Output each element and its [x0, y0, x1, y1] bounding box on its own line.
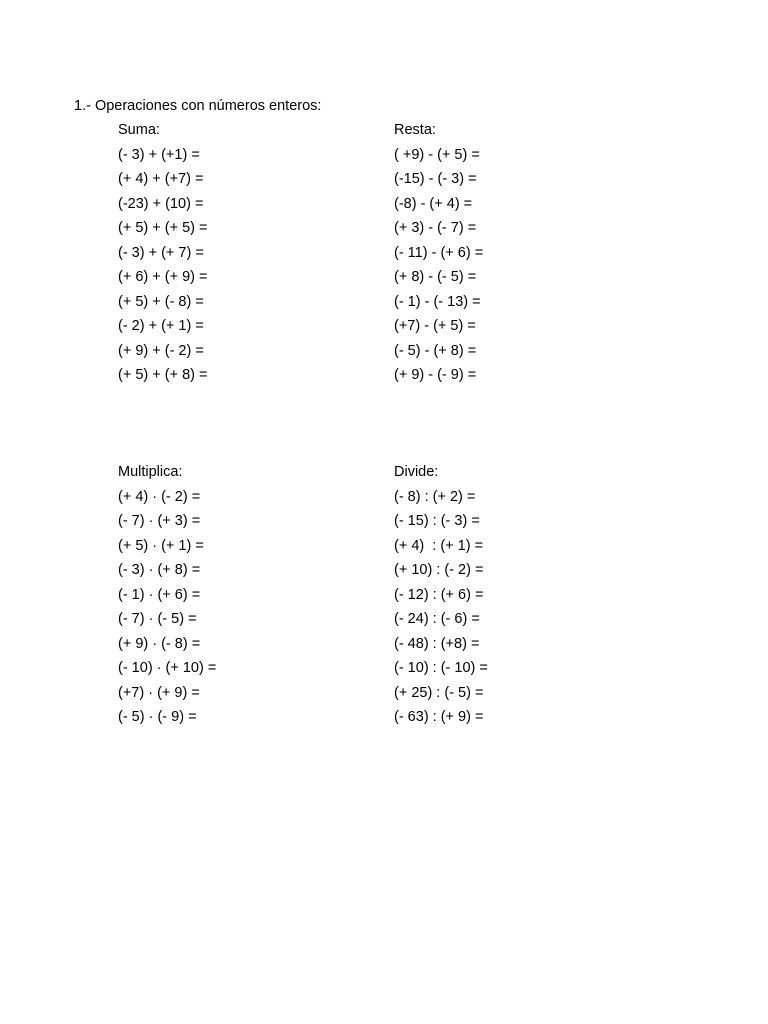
- resta-exercise: (-15) - (- 3) =: [394, 171, 477, 187]
- suma-exercise: (+ 9) + (- 2) =: [118, 342, 204, 359]
- resta-exercise: (+ 9) - (- 9) =: [394, 367, 477, 383]
- multiplica-exercise: (- 1) · (+ 6) =: [118, 586, 201, 603]
- divide-exercise: (+ 25) : (- 5) =: [394, 684, 484, 701]
- suma-title: Suma:: [118, 122, 160, 138]
- suma-exercise: (+ 5) + (+ 5) =: [118, 220, 208, 236]
- suma-exercise: (-23) + (10) =: [118, 195, 204, 212]
- suma-exercise: (- 3) + (+ 7) =: [118, 244, 204, 261]
- divide-exercise: (- 8) : (+ 2) =: [394, 488, 476, 505]
- divide-exercise: (- 48) : (+8) =: [394, 635, 480, 652]
- divide-exercise: (- 63) : (+ 9) =: [394, 709, 484, 725]
- resta-exercise: (+ 8) - (- 5) =: [394, 269, 477, 285]
- suma-exercise: (+ 5) + (+ 8) =: [118, 367, 208, 383]
- resta-exercise: (+7) - (+ 5) =: [394, 318, 476, 334]
- multiplica-exercise: (- 7) · (- 5) =: [118, 611, 197, 627]
- suma-exercise: (+ 5) + (- 8) =: [118, 293, 204, 310]
- suma-exercise: (- 3) + (+1) =: [118, 146, 200, 163]
- divide-title: Divide:: [394, 464, 439, 480]
- suma-exercise: (+ 4) + (+7) =: [118, 171, 204, 187]
- multiplica-title: Multiplica:: [118, 464, 183, 480]
- divide-exercise: (- 10) : (- 10) =: [394, 660, 488, 676]
- resta-exercise: (- 11) - (+ 6) =: [394, 244, 484, 261]
- resta-exercise: (- 1) - (- 13) =: [394, 293, 481, 310]
- multiplica-exercise: (+7) · (+ 9) =: [118, 684, 200, 701]
- page-heading: 1.- Operaciones con números enteros:: [74, 98, 322, 114]
- multiplica-exercise: (- 7) · (+ 3) =: [118, 513, 201, 529]
- resta-section: [394, 121, 644, 391]
- divide-exercise: (- 24) : (- 6) =: [394, 611, 480, 627]
- resta-exercise: (+ 3) - (- 7) =: [394, 220, 477, 236]
- resta-exercise: (-8) - (+ 4) =: [394, 195, 473, 212]
- suma-exercise: (- 2) + (+ 1) =: [118, 318, 204, 334]
- multiplica-exercise: (- 5) · (- 9) =: [118, 709, 197, 725]
- multiplica-exercise: (- 3) · (+ 8) =: [118, 562, 201, 578]
- resta-exercise: ( +9) - (+ 5) =: [394, 146, 480, 163]
- resta-exercise: (- 5) - (+ 8) =: [394, 342, 477, 359]
- multiplica-exercise: (+ 4) · (- 2) =: [118, 488, 201, 505]
- resta-title: Resta:: [394, 122, 436, 138]
- divide-exercise: (- 15) : (- 3) =: [394, 513, 480, 529]
- divide-section: [394, 463, 644, 733]
- divide-exercise: (- 12) : (+ 6) =: [394, 586, 484, 603]
- multiplica-section: [118, 463, 368, 733]
- multiplica-exercise: (- 10) · (+ 10) =: [118, 660, 217, 676]
- suma-section: [118, 121, 368, 391]
- multiplica-exercise: (+ 5) · (+ 1) =: [118, 537, 204, 554]
- suma-exercise: (+ 6) + (+ 9) =: [118, 269, 208, 285]
- multiplica-exercise: (+ 9) · (- 8) =: [118, 635, 201, 652]
- divide-exercise: (+ 4) : (+ 1) =: [394, 537, 484, 554]
- divide-exercise: (+ 10) : (- 2) =: [394, 562, 484, 578]
